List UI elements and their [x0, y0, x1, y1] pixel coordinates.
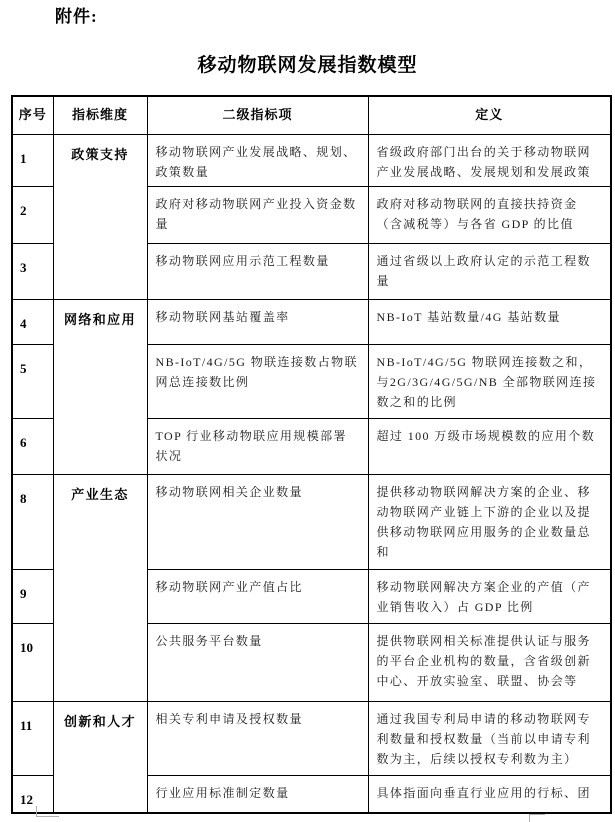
definition-cell: 提供物联网相关标准提供认证与服务的平台企业机构的数量，含省级创新中心、开放实验室、联盟、协会等 [368, 623, 611, 701]
table-header-row [12, 96, 611, 134]
definition-cell: 提供移动物联网解决方案的企业、移动物联网产业链上下游的企业以及提供移动物联网应用服务的企业数量总和 [368, 474, 611, 569]
dimension-cell: 网络和应用 [53, 299, 147, 474]
row-number-cell: 10 [12, 623, 53, 701]
table-row [12, 474, 611, 569]
indicator-cell: 移动物联网产业发展战略、规划、政策数量 [147, 134, 368, 186]
row-number-cell: 2 [12, 186, 53, 243]
row-number-cell: 12 [12, 775, 53, 813]
row-number-cell: 6 [12, 418, 53, 474]
definition-cell: 移动物联网解决方案企业的产值（产业销售收入）占 GDP 比例 [368, 569, 611, 623]
header-cell-dimension: 指标维度 [53, 96, 147, 134]
attachment-label: 附件: [55, 7, 98, 26]
indicator-cell: 移动物联网产业产值占比 [147, 569, 368, 623]
definition-cell: 超过 100 万级市场规模数的应用个数 [368, 418, 611, 474]
definition-cell: NB-IoT/4G/5G 物联网连接数之和，与2G/3G/4G/5G/NB 全部物联网连接数之和的比例 [368, 344, 611, 418]
indicator-cell: TOP 行业移动物联应用规模部署状况 [147, 418, 368, 474]
definition-cell: 政府对移动物联网的直接扶持资金（含减税等）与各省 GDP 的比值 [368, 186, 611, 243]
indicator-cell: 移动物联网应用示范工程数量 [147, 243, 368, 299]
row-number-cell: 8 [12, 474, 53, 569]
index-model-table [11, 95, 612, 814]
table-row [12, 299, 611, 344]
definition-cell: 省级政府部门出台的关于移动物联网产业发展战略、发展规划和发展政策 [368, 134, 611, 186]
header-cell-no: 序号 [12, 96, 53, 134]
indicator-cell: NB-IoT/4G/5G 物联连接数占物联网总连接数比例 [147, 344, 368, 418]
row-number-cell: 9 [12, 569, 53, 623]
indicator-cell: 相关专利申请及授权数量 [147, 701, 368, 775]
row-number-cell: 5 [12, 344, 53, 418]
definition-cell: NB-IoT 基站数量/4G 基站数量 [368, 299, 611, 344]
row-number-cell: 3 [12, 243, 53, 299]
definition-cell: 通过省级以上政府认定的示范工程数量 [368, 243, 611, 299]
indicator-cell: 移动物联网基站覆盖率 [147, 299, 368, 344]
indicator-cell: 移动物联网相关企业数量 [147, 474, 368, 569]
dimension-cell: 政策支持 [53, 134, 147, 299]
indicator-cell: 政府对移动物联网产业投入资金数量 [147, 186, 368, 243]
dimension-cell: 创新和人才 [53, 701, 147, 813]
header-cell-definition: 定义 [368, 96, 611, 134]
row-number-cell: 11 [12, 701, 53, 775]
page-break-artifact-left [36, 806, 59, 817]
page-break-artifact-right [529, 814, 545, 822]
document-title: 移动物联网发展指数模型 [197, 55, 418, 76]
definition-cell: 具体指面向垂直行业应用的行标、团 [368, 775, 611, 813]
indicator-cell: 行业应用标准制定数量 [147, 775, 368, 813]
table-row [12, 134, 611, 186]
table-row [12, 701, 611, 775]
indicator-cell: 公共服务平台数量 [147, 623, 368, 701]
row-number-cell: 1 [12, 134, 53, 186]
definition-cell: 通过我国专利局申请的移动物联网专利数量和授权数量（当前以申请专利数为主，后续以授权专利数为主） [368, 701, 611, 775]
dimension-cell: 产业生态 [53, 474, 147, 701]
header-cell-indicator: 二级指标项 [147, 96, 368, 134]
row-number-cell: 4 [12, 299, 53, 344]
